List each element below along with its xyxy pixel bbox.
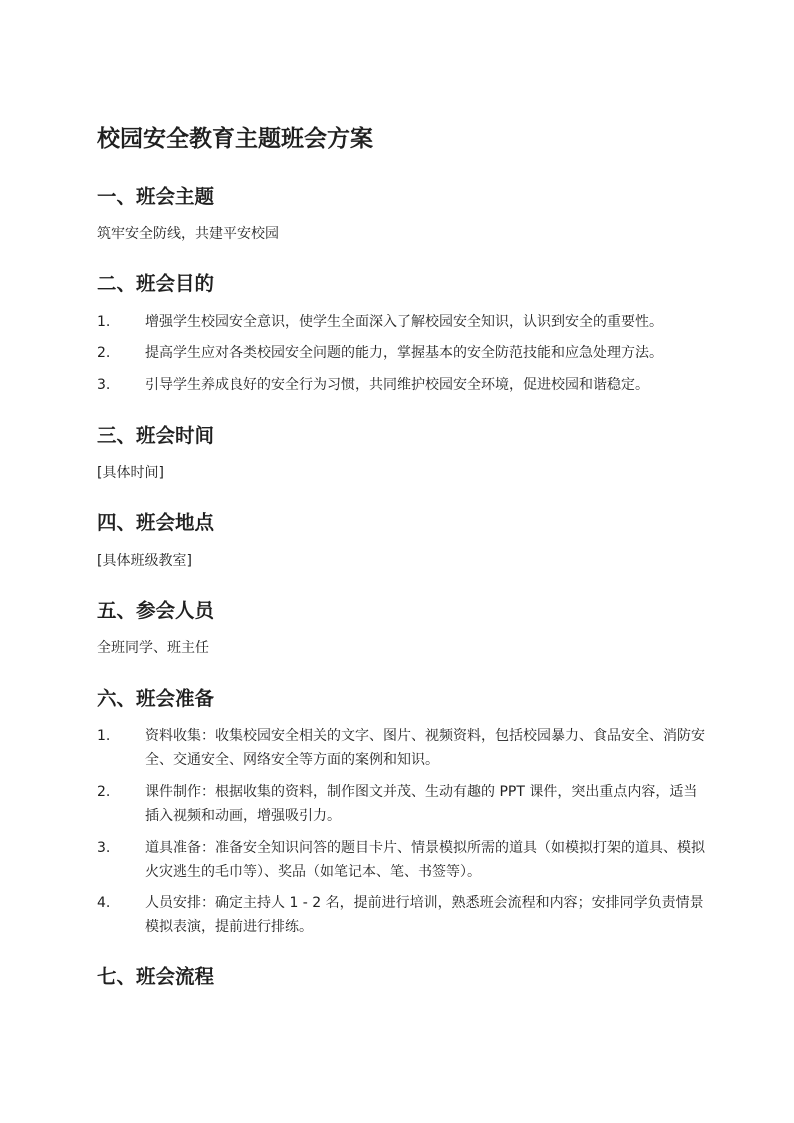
list-item-text: 引导学生养成良好的安全行为习惯，共同维护校园安全环境，促进校园和谐稳定。 (145, 377, 649, 393)
list-item-number: 3. (97, 840, 111, 856)
list-item-text: 提高学生应对各类校园安全问题的能力，掌握基本的安全防范技能和应急处理方法。 (145, 345, 663, 361)
list-item-text: 资料收集：收集校园安全相关的文字、图片、视频资料，包括校园暴力、食品安全、消防安全、交通安全、网络安全等方面的案例和知识。 (145, 728, 705, 768)
list-item-text: 课件制作：根据收集的资料，制作图文并茂、生动有趣的 PPT 课件，突出重点内容，适当插入视频和动画，增强吸引力。 (145, 784, 698, 824)
list-item (97, 724, 707, 772)
list-item-number: 3. (97, 377, 111, 393)
list-item-number: 1. (97, 314, 111, 330)
list-item (97, 310, 707, 334)
list-item-number: 1. (97, 728, 111, 744)
list-item-number: 2. (97, 784, 111, 800)
list-item (97, 891, 707, 939)
section-body-attendees: 全班同学、班主任 (97, 640, 209, 656)
section-body-theme: 筑牢安全防线，共建平安校园 (97, 226, 279, 242)
section-heading-theme: 一、班会主题 (97, 185, 215, 208)
section-heading-location: 四、班会地点 (97, 511, 215, 534)
list-item-number: 2. (97, 345, 111, 361)
section-heading-time: 三、班会时间 (97, 424, 215, 447)
list-item-text: 增强学生校园安全意识，使学生全面深入了解校园安全知识，认识到安全的重要性。 (145, 314, 663, 330)
section-body-time: [具体时间] (97, 465, 164, 481)
section-heading-attendees: 五、参会人员 (97, 599, 215, 622)
list-item (97, 836, 707, 884)
list-item (97, 373, 707, 397)
section-heading-process: 七、班会流程 (97, 965, 215, 988)
section-heading-preparation: 六、班会准备 (97, 687, 215, 710)
list-item-text: 道具准备：准备安全知识问答的题目卡片、情景模拟所需的道具（如模拟打架的道具、模拟火灾逃生的毛巾等）、奖品（如笔记本、笔、书签等）。 (145, 840, 705, 880)
list-item (97, 780, 707, 828)
list-item-number: 4. (97, 895, 111, 911)
list-item (97, 341, 707, 365)
document-title: 校园安全教育主题班会方案 (97, 126, 373, 152)
section-body-location: [具体班级教室] (97, 553, 192, 569)
list-item-text: 人员安排：确定主持人 1 - 2 名，提前进行培训，熟悉班会流程和内容；安排同学负责情景模拟表演，提前进行排练。 (145, 895, 704, 935)
section-heading-purpose: 二、班会目的 (97, 272, 215, 295)
